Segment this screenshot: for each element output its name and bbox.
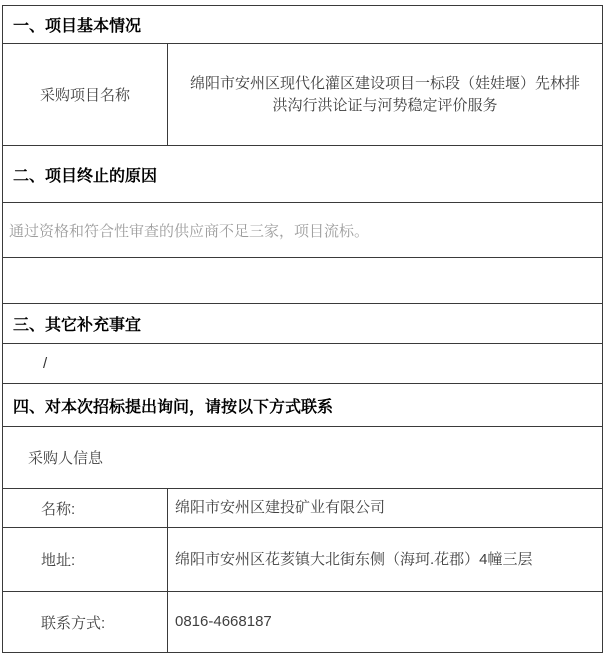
project-name-label-cell <box>3 44 168 145</box>
contact-address-value: 绵阳市安州区花荄镇大北街东侧（海珂.花郡）4幢三层 <box>175 550 533 568</box>
announcement-table <box>2 5 603 653</box>
contact-address-label: 地址: <box>41 552 76 569</box>
contact-name-row <box>3 489 602 528</box>
purchaser-info-label: 采购人信息 <box>28 450 104 467</box>
supplement-row <box>3 344 602 384</box>
contact-name-value: 绵阳市安州区建投矿业有限公司 <box>175 499 386 516</box>
project-name-row <box>3 44 602 146</box>
section-2-header <box>3 146 602 203</box>
contact-name-value-cell <box>168 489 602 527</box>
contact-name-label: 名称: <box>41 500 76 518</box>
section-3-header <box>3 304 602 344</box>
termination-reason-text: 通过资格和符合性审查的供应商不足三家，项目流标。 <box>9 222 370 240</box>
contact-address-label-cell <box>3 528 168 591</box>
section-1-title: 一、项目基本情况 <box>13 18 142 35</box>
contact-address-value-cell <box>168 528 602 591</box>
contact-phone-label: 联系方式: <box>41 614 106 632</box>
section-2-title: 二、项目终止的原因 <box>13 167 158 185</box>
termination-note-row <box>3 258 602 304</box>
section-4-title: 四、对本次招标提出询问，请按以下方式联系 <box>13 398 334 416</box>
project-name-value-cell <box>168 44 602 145</box>
contact-phone-label-cell <box>3 592 168 652</box>
project-name-label: 采购项目名称 <box>39 87 130 104</box>
section-1-header <box>3 6 602 44</box>
contact-name-label-cell <box>3 489 168 527</box>
termination-reason-row <box>3 203 602 258</box>
contact-phone-value: 0816-4668187 <box>175 613 272 630</box>
section-4-header <box>3 384 602 427</box>
project-name-value: 绵阳市安州区现代化灌区建设项目一标段（娃娃堰）先林排洪沟行洪论证与河势稳定评价服务 <box>189 74 580 114</box>
contact-phone-row <box>3 592 602 652</box>
contact-address-row <box>3 528 602 592</box>
supplement-value: / <box>43 355 48 372</box>
purchaser-info-row <box>3 427 602 489</box>
section-3-title: 三、其它补充事宜 <box>13 317 142 334</box>
contact-phone-value-cell <box>168 592 602 652</box>
